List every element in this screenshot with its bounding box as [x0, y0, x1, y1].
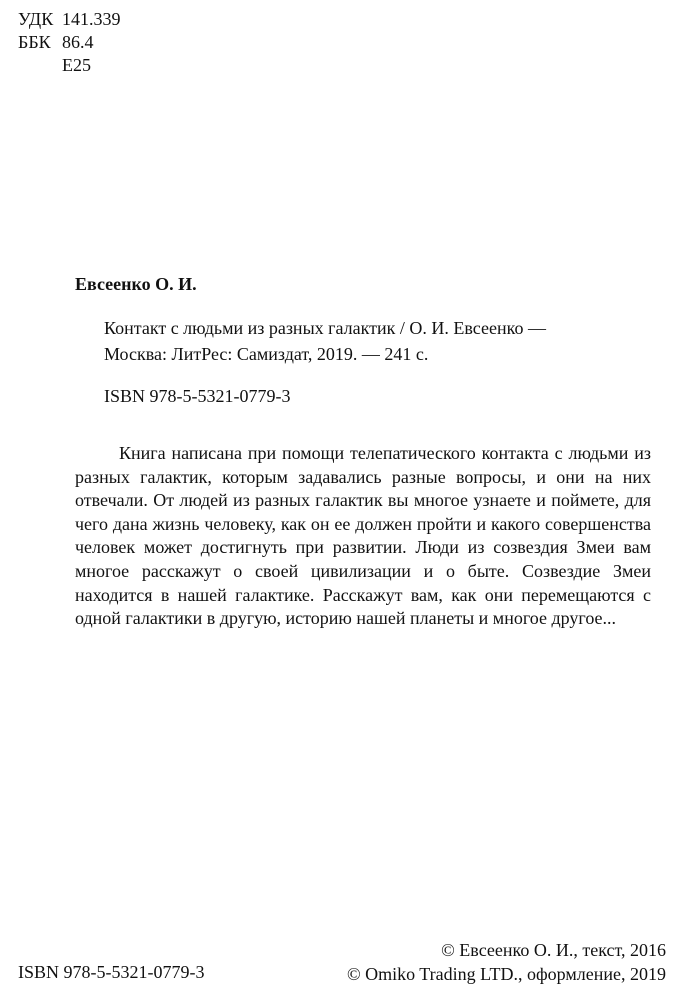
classification-row-author-mark	[18, 54, 121, 77]
bibliographic-line-publisher: Москва: ЛитРес: Самиздат, 2019. — 241 с.	[104, 344, 429, 364]
copyright-design-line: © Omiko Trading LTD., оформление, 2019	[346, 964, 666, 984]
classification-row-bbk	[18, 31, 121, 54]
annotation-paragraph: Книга написана при помощи телепатического контакта с людьми из разных галактик, которым задавались разные вопросы, и они на них отвечали. От людей из разных галактик вы многое узнаете и поймете, для чего дана жизнь человеку, как он ее должен пройти и какого совершенства человек может достигнуть при развитии. Люди из созвездия Змеи вам многое расскажут о своей цивилизации и о быте. Созвездие Змеи находится в нашей галактике. Расскажут вам, как они перемещаются с одной галактики в другую, историю нашей планеты и многое другое...	[75, 443, 651, 629]
classification-block	[18, 8, 121, 77]
copyright-block	[347, 938, 666, 986]
bibliographic-line-title: Контакт с людьми из разных галактик / О. И. Евсеенко —	[104, 318, 546, 338]
classification-row-udk	[18, 8, 121, 31]
bbk-label: ББК	[18, 32, 51, 52]
udk-label: УДК	[18, 9, 54, 29]
isbn-footer: ISBN 978-5-5321-0779-3	[18, 962, 205, 982]
bbk-value: 86.4	[62, 32, 94, 52]
author-mark-label	[18, 54, 62, 77]
isbn-main: ISBN 978-5-5321-0779-3	[104, 386, 291, 406]
bibliographic-description	[104, 315, 664, 367]
author-heading: Евсеенко О. И.	[75, 274, 197, 294]
author-mark-value: Е25	[62, 55, 91, 75]
udk-value: 141.339	[62, 9, 121, 29]
copyright-text-line: © Евсеенко О. И., текст, 2016	[441, 940, 666, 960]
